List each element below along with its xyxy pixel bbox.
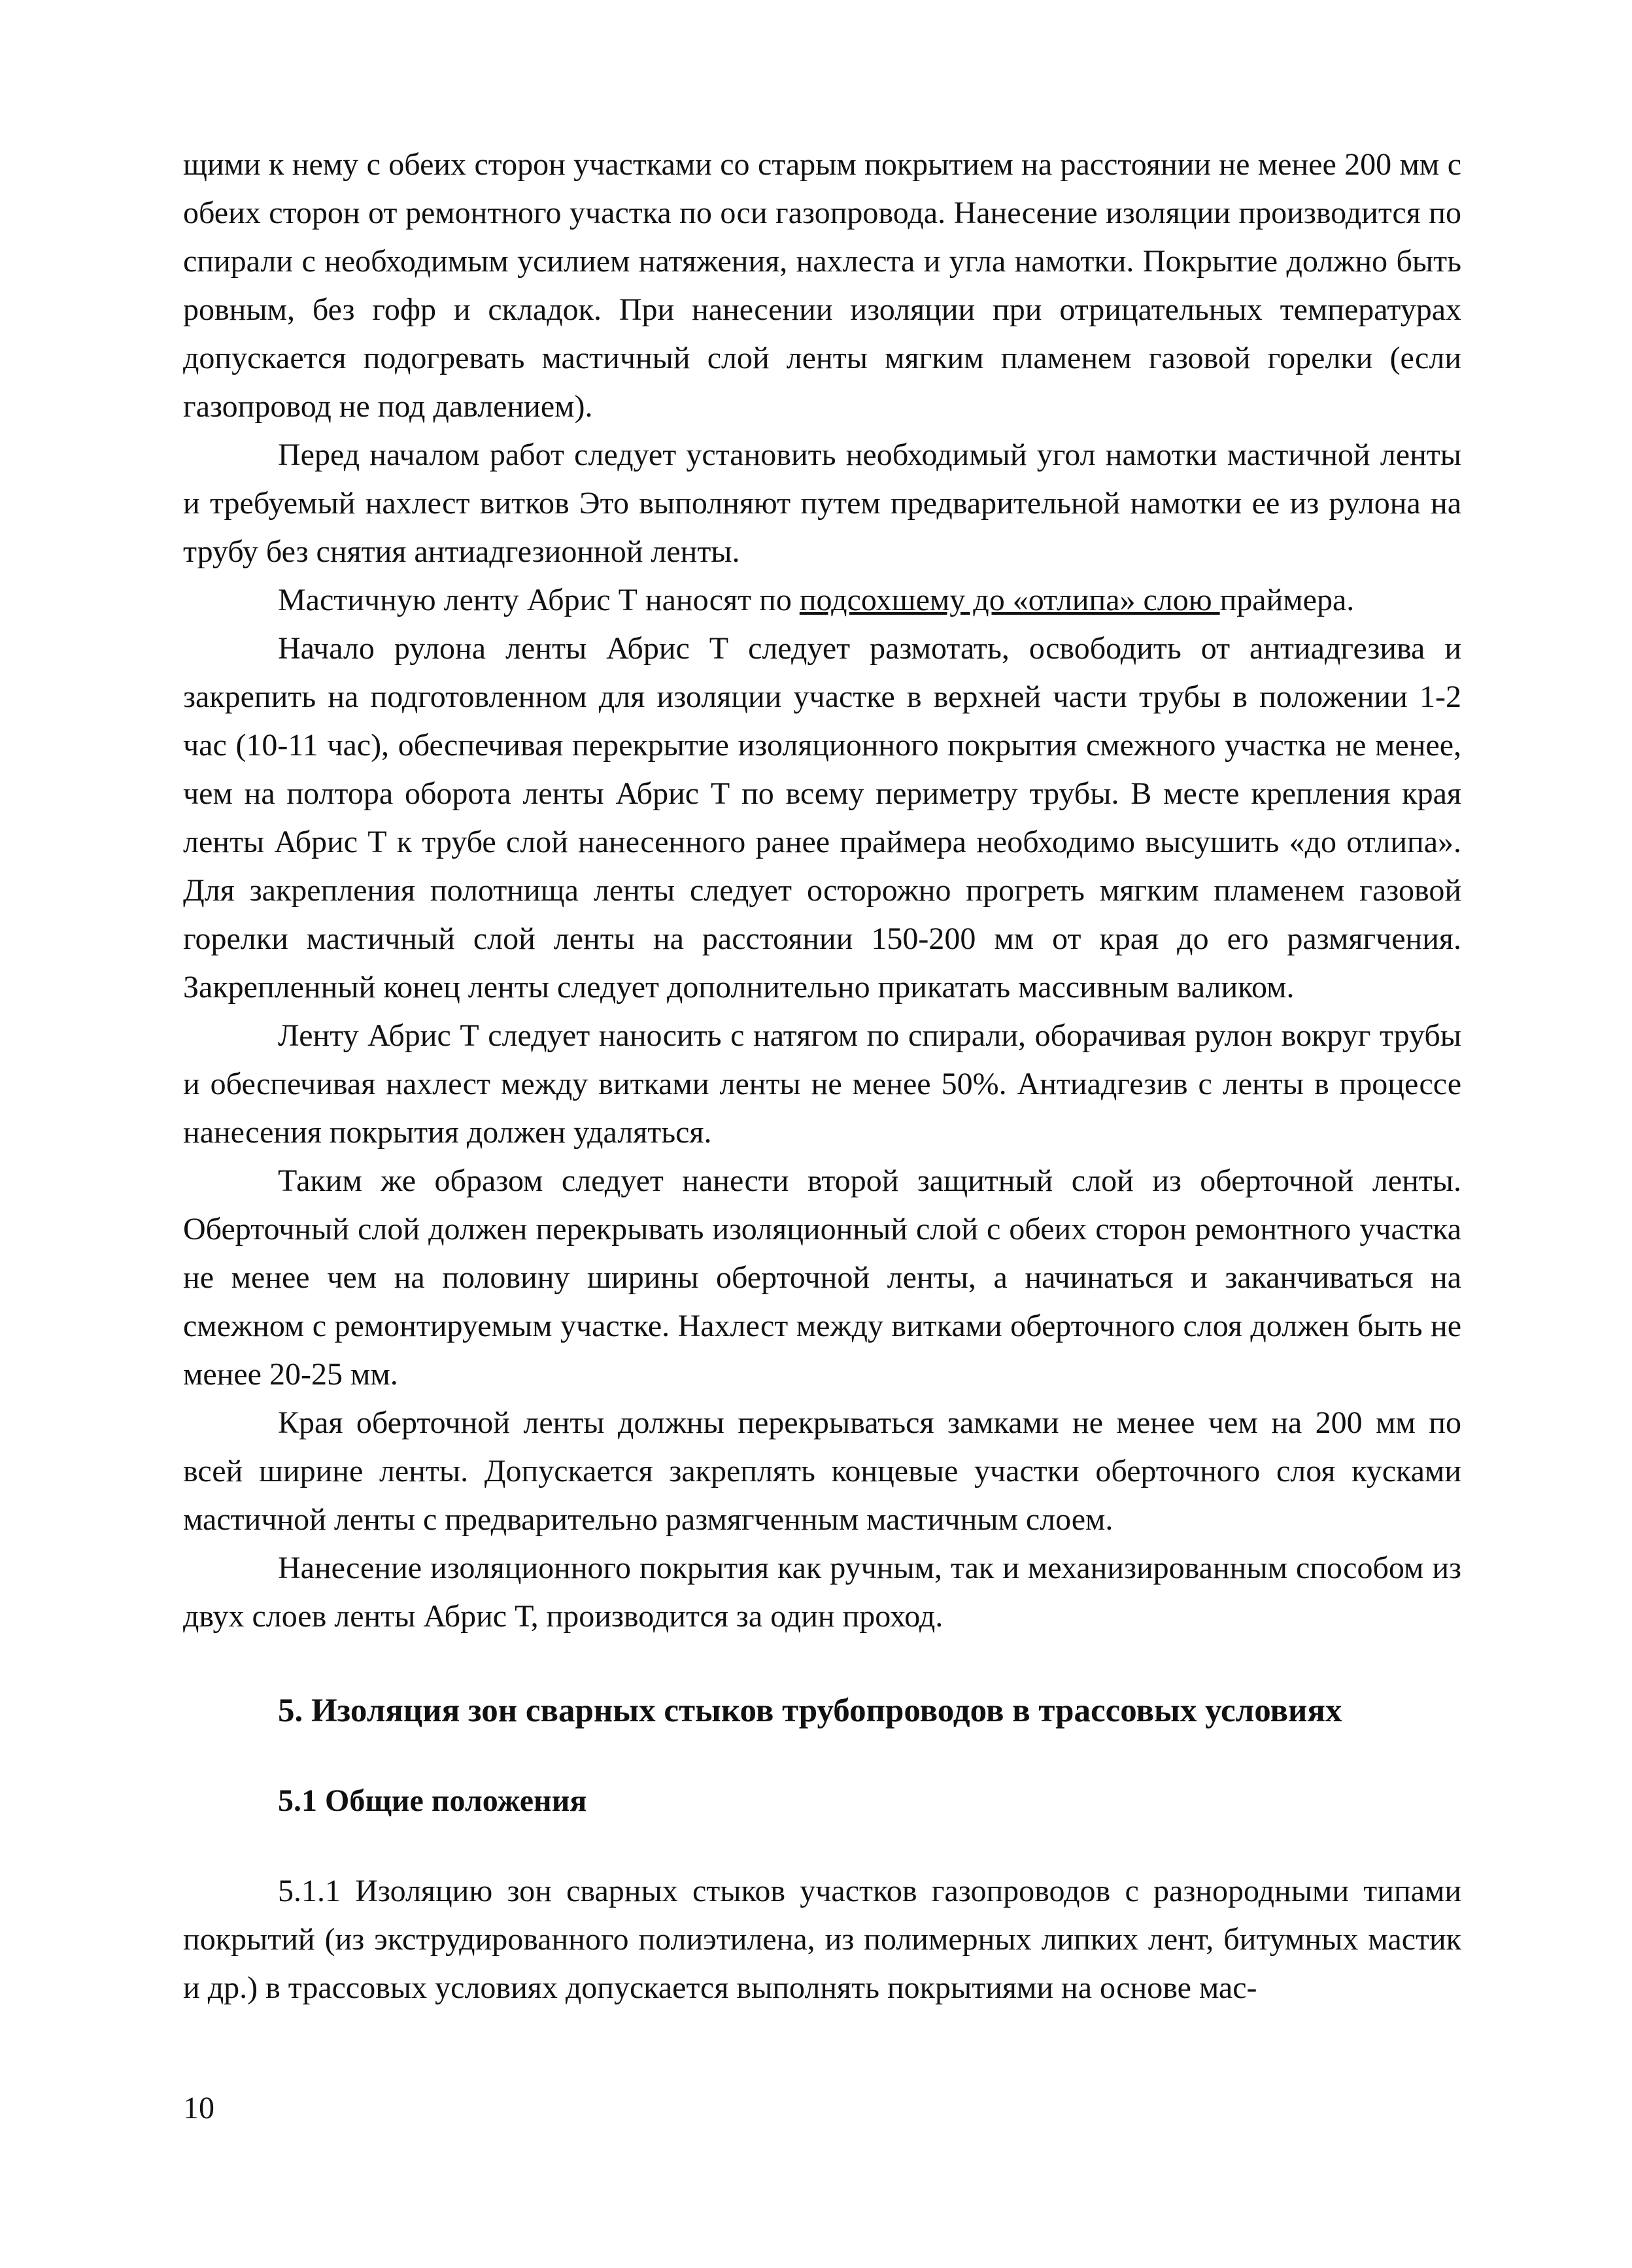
primer-text-after: праймера. <box>1219 583 1355 617</box>
primer-text-underlined: подсохшему до «отлипа» слою <box>799 583 1220 617</box>
paragraph-wrapping-layer: Таким же образом следует нанести второй защитный слой из оберточной ленты. Оберточный слой должен перекрывать изоляционный слой с обеих сторон ремонтного участка не менее чем на половину ширины оберточной ленты, а начинаться и заканчиваться на смежном с ремонтируемым участке. Нахлест между витками оберточного слоя должен быть не менее 20-25 мм. <box>183 1163 1461 1392</box>
paragraph-roll-start: Начало рулона ленты Абрис Т следует размотать, освободить от антиадгезива и закрепить на подготовленном для изоляции участке в верхней части трубы в положении 1-2 час (10-11 час), обеспечивая перекрытие изоляционного покрытия смежного участка не менее, чем на полтора оборота ленты Абрис Т по всему периметру трубы. В месте крепления края ленты Абрис Т к трубе слой нанесенного ранее праймера необходимо высушить «до отлипа». Для закрепления полотнища ленты следует осторожно прогреть мягким пламенем газовой горелки мастичный слой ленты на расстоянии 150-200 мм от края до его размягчения. Закрепленный конец ленты следует дополнительно прикатать массивным валиком. <box>183 631 1461 1005</box>
primer-text-before: Мастичную ленту Абрис Т наносят по <box>278 583 800 617</box>
paragraph-primer <box>183 576 1461 625</box>
paragraph-spiral-wrap: Ленту Абрис Т следует наносить с натягом по спирали, оборачивая рулон вокруг трубы и обеспечивая нахлест между витками ленты не менее 50%. Антиадгезив с ленты в процессе нанесения покрытия должен удаляться. <box>183 1018 1461 1150</box>
paragraph-5-1-1: 5.1.1 Изоляцию зон сварных стыков участков газопроводов с разнородными типами покрытий (из экструдированного полиэтилена, из полимерных липких лент, битумных мастик и др.) в трассовых условиях допускается выполнять покрытиями на основе мас- <box>183 1874 1461 2005</box>
paragraph-single-pass: Нанесение изоляционного покрытия как ручным, так и механизированным способом из двух слоев ленты Абрис Т, производится за один проход. <box>183 1551 1461 1634</box>
document-body <box>183 141 1461 2012</box>
subsection-heading: 5.1 Общие положения <box>278 1783 587 1818</box>
page-number: 10 <box>183 2091 214 2125</box>
paragraph-continuation: щими к нему с обеих сторон участками со старым покрытием на расстоянии не менее 200 мм с обеих сторон от ремонтного участка по оси газопровода. Нанесение изоляции производится по спирали с необходимым усилием натяжения, нахлеста и угла намотки. Покрытие должно быть ровным, без гофр и складок. При нанесении изоляции при отрицательных температурах допускается подогревать мастичный слой ленты мягким пламенем газовой горелки (если газопровод не под давлением). <box>183 147 1461 424</box>
section-heading: 5. Изоляция зон сварных стыков трубопроводов в трассовых условиях <box>278 1692 1342 1729</box>
paragraph-edge-locks: Края оберточной ленты должны перекрываться замками не менее чем на 200 мм по всей ширине ленты. Допускается закреплять концевые участки оберточного слоя кусками мастичной ленты с предварительно размягченным мастичным слоем. <box>183 1405 1461 1537</box>
paragraph-wrap-angle: Перед началом работ следует установить необходимый угол намотки мастичной ленты и требуемый нахлест витков Это выполняют путем предварительной намотки ее из рулона на трубу без снятия антиадгезионной ленты. <box>183 438 1461 569</box>
